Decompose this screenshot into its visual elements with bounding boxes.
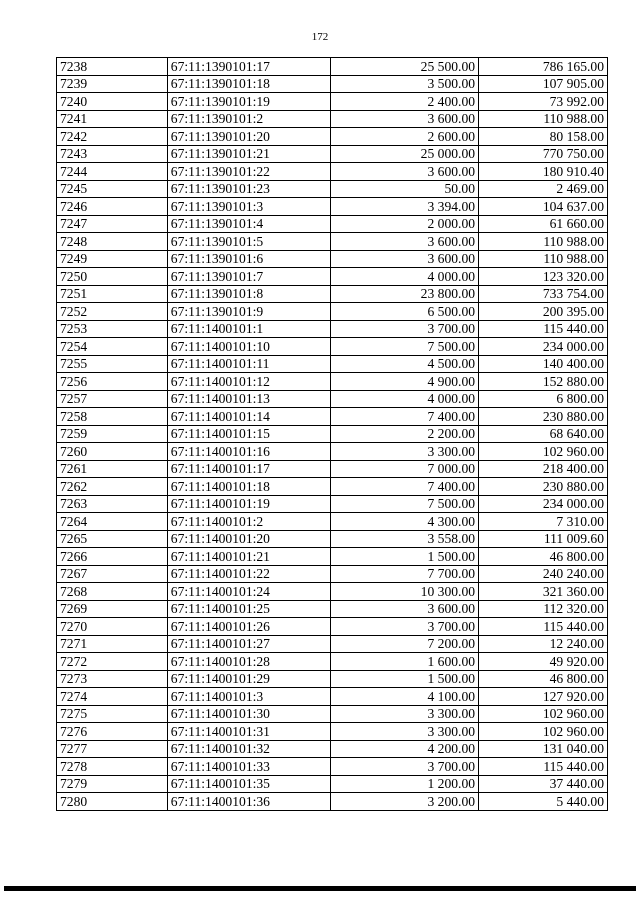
cadastral-number-cell: 67:11:1400101:32 <box>167 740 330 758</box>
cadastral-number-cell: 67:11:1400101:17 <box>167 460 330 478</box>
cadastral-number-cell: 67:11:1390101:5 <box>167 233 330 251</box>
value-cell: 110 988.00 <box>479 110 608 128</box>
table-row <box>57 723 608 741</box>
value-cell: 131 040.00 <box>479 740 608 758</box>
area-cell: 50.00 <box>330 180 478 198</box>
row-number-cell: 7248 <box>57 233 168 251</box>
area-cell: 7 400.00 <box>330 408 478 426</box>
value-cell: 123 320.00 <box>479 268 608 286</box>
row-number-cell: 7280 <box>57 793 168 811</box>
cadastral-number-cell: 67:11:1390101:7 <box>167 268 330 286</box>
cadastral-number-cell: 67:11:1400101:11 <box>167 355 330 373</box>
table-row <box>57 303 608 321</box>
table-row <box>57 93 608 111</box>
area-cell: 7 200.00 <box>330 635 478 653</box>
row-number-cell: 7247 <box>57 215 168 233</box>
row-number-cell: 7243 <box>57 145 168 163</box>
table-row <box>57 513 608 531</box>
table-row <box>57 600 608 618</box>
table-row <box>57 583 608 601</box>
bottom-rule <box>4 886 636 891</box>
table-row <box>57 145 608 163</box>
table-row <box>57 58 608 76</box>
cadastral-number-cell: 67:11:1390101:6 <box>167 250 330 268</box>
value-cell: 107 905.00 <box>479 75 608 93</box>
area-cell: 7 400.00 <box>330 478 478 496</box>
row-number-cell: 7263 <box>57 495 168 513</box>
row-number-cell: 7240 <box>57 93 168 111</box>
table-row <box>57 163 608 181</box>
row-number-cell: 7254 <box>57 338 168 356</box>
area-cell: 10 300.00 <box>330 583 478 601</box>
value-cell: 786 165.00 <box>479 58 608 76</box>
area-cell: 25 000.00 <box>330 145 478 163</box>
area-cell: 3 700.00 <box>330 618 478 636</box>
area-cell: 25 500.00 <box>330 58 478 76</box>
value-cell: 230 880.00 <box>479 478 608 496</box>
cadastral-number-cell: 67:11:1400101:36 <box>167 793 330 811</box>
cadastral-number-cell: 67:11:1400101:14 <box>167 408 330 426</box>
value-cell: 7 310.00 <box>479 513 608 531</box>
row-number-cell: 7269 <box>57 600 168 618</box>
row-number-cell: 7239 <box>57 75 168 93</box>
table-row <box>57 635 608 653</box>
area-cell: 3 700.00 <box>330 320 478 338</box>
value-cell: 321 360.00 <box>479 583 608 601</box>
area-cell: 3 600.00 <box>330 110 478 128</box>
value-cell: 102 960.00 <box>479 705 608 723</box>
table-row <box>57 268 608 286</box>
area-cell: 2 000.00 <box>330 215 478 233</box>
value-cell: 6 800.00 <box>479 390 608 408</box>
table-row <box>57 495 608 513</box>
area-cell: 4 000.00 <box>330 390 478 408</box>
area-cell: 7 000.00 <box>330 460 478 478</box>
table-row <box>57 75 608 93</box>
row-number-cell: 7255 <box>57 355 168 373</box>
cadastral-number-cell: 67:11:1400101:35 <box>167 775 330 793</box>
table-row <box>57 408 608 426</box>
table-row <box>57 705 608 723</box>
area-cell: 7 700.00 <box>330 565 478 583</box>
area-cell: 3 600.00 <box>330 250 478 268</box>
table-row <box>57 460 608 478</box>
value-cell: 733 754.00 <box>479 285 608 303</box>
cadastral-number-cell: 67:11:1400101:18 <box>167 478 330 496</box>
row-number-cell: 7261 <box>57 460 168 478</box>
cadastral-number-cell: 67:11:1400101:25 <box>167 600 330 618</box>
row-number-cell: 7242 <box>57 128 168 146</box>
area-cell: 4 300.00 <box>330 513 478 531</box>
area-cell: 4 100.00 <box>330 688 478 706</box>
area-cell: 1 500.00 <box>330 670 478 688</box>
area-cell: 3 700.00 <box>330 758 478 776</box>
table-row <box>57 530 608 548</box>
cadastral-number-cell: 67:11:1390101:18 <box>167 75 330 93</box>
row-number-cell: 7249 <box>57 250 168 268</box>
area-cell: 1 600.00 <box>330 653 478 671</box>
area-cell: 6 500.00 <box>330 303 478 321</box>
value-cell: 240 240.00 <box>479 565 608 583</box>
cadastral-number-cell: 67:11:1400101:10 <box>167 338 330 356</box>
cadastral-number-cell: 67:11:1400101:19 <box>167 495 330 513</box>
row-number-cell: 7267 <box>57 565 168 583</box>
row-number-cell: 7245 <box>57 180 168 198</box>
value-cell: 73 992.00 <box>479 93 608 111</box>
table-row <box>57 793 608 811</box>
cadastral-number-cell: 67:11:1400101:31 <box>167 723 330 741</box>
cadastral-number-cell: 67:11:1400101:3 <box>167 688 330 706</box>
table-row <box>57 285 608 303</box>
value-cell: 234 000.00 <box>479 495 608 513</box>
row-number-cell: 7258 <box>57 408 168 426</box>
value-cell: 102 960.00 <box>479 443 608 461</box>
value-cell: 46 800.00 <box>479 548 608 566</box>
table-row <box>57 758 608 776</box>
table-row <box>57 688 608 706</box>
area-cell: 3 394.00 <box>330 198 478 216</box>
row-number-cell: 7260 <box>57 443 168 461</box>
table-row <box>57 198 608 216</box>
row-number-cell: 7238 <box>57 58 168 76</box>
value-cell: 180 910.40 <box>479 163 608 181</box>
cadastral-number-cell: 67:11:1400101:16 <box>167 443 330 461</box>
area-cell: 4 500.00 <box>330 355 478 373</box>
row-number-cell: 7271 <box>57 635 168 653</box>
table-row <box>57 775 608 793</box>
cadastral-number-cell: 67:11:1390101:9 <box>167 303 330 321</box>
area-cell: 2 200.00 <box>330 425 478 443</box>
row-number-cell: 7259 <box>57 425 168 443</box>
value-cell: 2 469.00 <box>479 180 608 198</box>
value-cell: 218 400.00 <box>479 460 608 478</box>
cadastral-number-cell: 67:11:1400101:2 <box>167 513 330 531</box>
value-cell: 112 320.00 <box>479 600 608 618</box>
row-number-cell: 7274 <box>57 688 168 706</box>
area-cell: 3 500.00 <box>330 75 478 93</box>
area-cell: 4 000.00 <box>330 268 478 286</box>
value-cell: 115 440.00 <box>479 320 608 338</box>
table-row <box>57 128 608 146</box>
row-number-cell: 7251 <box>57 285 168 303</box>
value-cell: 80 158.00 <box>479 128 608 146</box>
value-cell: 102 960.00 <box>479 723 608 741</box>
row-number-cell: 7277 <box>57 740 168 758</box>
cadastral-number-cell: 67:11:1390101:23 <box>167 180 330 198</box>
cadastral-number-cell: 67:11:1390101:19 <box>167 93 330 111</box>
value-cell: 200 395.00 <box>479 303 608 321</box>
cadastral-number-cell: 67:11:1390101:17 <box>167 58 330 76</box>
area-cell: 7 500.00 <box>330 495 478 513</box>
row-number-cell: 7270 <box>57 618 168 636</box>
value-cell: 104 637.00 <box>479 198 608 216</box>
value-cell: 49 920.00 <box>479 653 608 671</box>
table-row <box>57 565 608 583</box>
value-cell: 12 240.00 <box>479 635 608 653</box>
cadastral-number-cell: 67:11:1400101:21 <box>167 548 330 566</box>
table-row <box>57 373 608 391</box>
table-row <box>57 390 608 408</box>
row-number-cell: 7250 <box>57 268 168 286</box>
cadastral-number-cell: 67:11:1390101:4 <box>167 215 330 233</box>
area-cell: 3 600.00 <box>330 233 478 251</box>
area-cell: 3 600.00 <box>330 600 478 618</box>
value-cell: 230 880.00 <box>479 408 608 426</box>
area-cell: 1 200.00 <box>330 775 478 793</box>
table-row <box>57 180 608 198</box>
cadastral-number-cell: 67:11:1400101:26 <box>167 618 330 636</box>
table-row <box>57 233 608 251</box>
row-number-cell: 7279 <box>57 775 168 793</box>
value-cell: 140 400.00 <box>479 355 608 373</box>
cadastral-number-cell: 67:11:1400101:27 <box>167 635 330 653</box>
value-cell: 110 988.00 <box>479 233 608 251</box>
cadastral-number-cell: 67:11:1400101:33 <box>167 758 330 776</box>
cadastral-number-cell: 67:11:1390101:22 <box>167 163 330 181</box>
row-number-cell: 7264 <box>57 513 168 531</box>
row-number-cell: 7244 <box>57 163 168 181</box>
row-number-cell: 7246 <box>57 198 168 216</box>
table-row <box>57 740 608 758</box>
value-cell: 234 000.00 <box>479 338 608 356</box>
area-cell: 7 500.00 <box>330 338 478 356</box>
table-row <box>57 338 608 356</box>
value-cell: 115 440.00 <box>479 618 608 636</box>
table-row <box>57 250 608 268</box>
table-row <box>57 618 608 636</box>
value-cell: 46 800.00 <box>479 670 608 688</box>
table-row <box>57 548 608 566</box>
area-cell: 3 300.00 <box>330 705 478 723</box>
table-row <box>57 355 608 373</box>
area-cell: 4 900.00 <box>330 373 478 391</box>
row-number-cell: 7253 <box>57 320 168 338</box>
cadastral-number-cell: 67:11:1400101:22 <box>167 565 330 583</box>
cadastral-number-cell: 67:11:1400101:12 <box>167 373 330 391</box>
area-cell: 1 500.00 <box>330 548 478 566</box>
row-number-cell: 7272 <box>57 653 168 671</box>
cadastral-number-cell: 67:11:1400101:1 <box>167 320 330 338</box>
value-cell: 61 660.00 <box>479 215 608 233</box>
row-number-cell: 7256 <box>57 373 168 391</box>
area-cell: 3 558.00 <box>330 530 478 548</box>
area-cell: 3 300.00 <box>330 443 478 461</box>
cadastral-number-cell: 67:11:1400101:24 <box>167 583 330 601</box>
table-row <box>57 653 608 671</box>
row-number-cell: 7268 <box>57 583 168 601</box>
row-number-cell: 7275 <box>57 705 168 723</box>
table-row <box>57 110 608 128</box>
row-number-cell: 7273 <box>57 670 168 688</box>
table-body <box>57 58 608 811</box>
cadastral-number-cell: 67:11:1400101:13 <box>167 390 330 408</box>
cadastral-number-cell: 67:11:1400101:28 <box>167 653 330 671</box>
cadastral-number-cell: 67:11:1390101:8 <box>167 285 330 303</box>
row-number-cell: 7252 <box>57 303 168 321</box>
cadastral-number-cell: 67:11:1400101:20 <box>167 530 330 548</box>
page-number: 172 <box>311 31 329 43</box>
area-cell: 2 600.00 <box>330 128 478 146</box>
row-number-cell: 7257 <box>57 390 168 408</box>
cadastral-number-cell: 67:11:1390101:20 <box>167 128 330 146</box>
cadastral-number-cell: 67:11:1390101:3 <box>167 198 330 216</box>
cadastral-value-table <box>56 57 608 811</box>
value-cell: 37 440.00 <box>479 775 608 793</box>
row-number-cell: 7241 <box>57 110 168 128</box>
value-cell: 68 640.00 <box>479 425 608 443</box>
cadastral-number-cell: 67:11:1390101:2 <box>167 110 330 128</box>
row-number-cell: 7262 <box>57 478 168 496</box>
value-cell: 5 440.00 <box>479 793 608 811</box>
cadastral-number-cell: 67:11:1390101:21 <box>167 145 330 163</box>
row-number-cell: 7278 <box>57 758 168 776</box>
cadastral-number-cell: 67:11:1400101:15 <box>167 425 330 443</box>
value-cell: 770 750.00 <box>479 145 608 163</box>
area-cell: 3 200.00 <box>330 793 478 811</box>
area-cell: 23 800.00 <box>330 285 478 303</box>
area-cell: 3 300.00 <box>330 723 478 741</box>
table-row <box>57 443 608 461</box>
value-cell: 110 988.00 <box>479 250 608 268</box>
cadastral-number-cell: 67:11:1400101:29 <box>167 670 330 688</box>
value-cell: 111 009.60 <box>479 530 608 548</box>
row-number-cell: 7265 <box>57 530 168 548</box>
row-number-cell: 7266 <box>57 548 168 566</box>
area-cell: 3 600.00 <box>330 163 478 181</box>
table-row <box>57 478 608 496</box>
table-row <box>57 320 608 338</box>
value-cell: 152 880.00 <box>479 373 608 391</box>
value-cell: 127 920.00 <box>479 688 608 706</box>
table-row <box>57 670 608 688</box>
area-cell: 4 200.00 <box>330 740 478 758</box>
table-row <box>57 215 608 233</box>
cadastral-number-cell: 67:11:1400101:30 <box>167 705 330 723</box>
table-row <box>57 425 608 443</box>
row-number-cell: 7276 <box>57 723 168 741</box>
value-cell: 115 440.00 <box>479 758 608 776</box>
area-cell: 2 400.00 <box>330 93 478 111</box>
